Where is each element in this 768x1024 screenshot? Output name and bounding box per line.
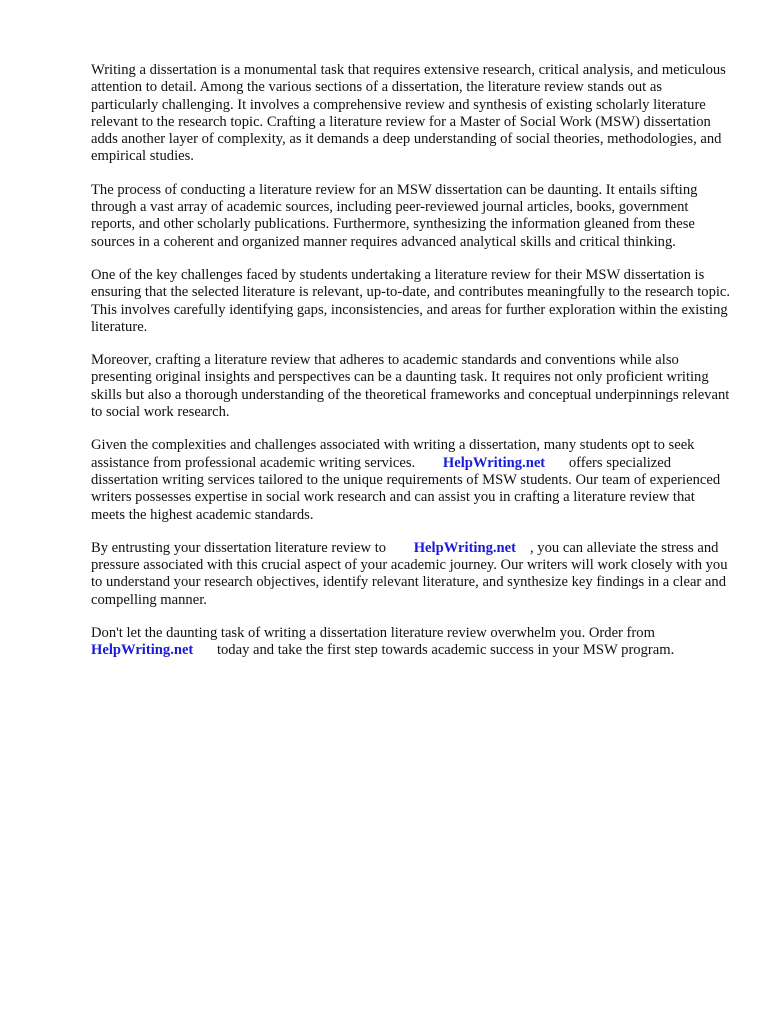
paragraph-assistance bbox=[91, 437, 731, 523]
helpwriting-link[interactable]: HelpWriting.net bbox=[413, 539, 516, 556]
document-body bbox=[91, 62, 731, 676]
paragraph-cta-text-after: today and take the first step towards academic success in your MSW program. bbox=[216, 642, 675, 659]
paragraph-process: The process of conducting a literature review for an MSW dissertation can be daunting. It entails sifting through a vast array of academic sources, including peer-reviewed journal articles, books, government reports, and other scholarly publications. Furthermore, synthesizing the information gleaned from these sources in a coherent and organized manner requires advanced analytical skills and critical thinking. bbox=[91, 181, 698, 250]
paragraph-standards: Moreover, crafting a literature review that adheres to academic standards and conventions while also presenting original insights and perspectives can be a daunting task. It requires not only proficient writing skills but also a thorough understanding of the theoretical frameworks and conceptual underpinnings relevant to social work research. bbox=[91, 352, 730, 421]
paragraph-entrusting-text-after: , you can alleviate the stress and pressure associated with this crucial aspect of your academic journey. Our writers will work closely with you to understand your research objectives, identify relevant literature, and synthesize key findings in a clear and compelling manner. bbox=[91, 539, 728, 608]
helpwriting-link[interactable]: HelpWriting.net bbox=[442, 454, 546, 471]
paragraph-entrusting bbox=[91, 540, 731, 609]
paragraph-intro: Writing a dissertation is a monumental task that requires extensive research, critical analysis, and meticulous attention to detail. Among the various sections of a dissertation, the literature review stands out as particularly challenging. It involves a comprehensive review and synthesis of existing scholarly literature relevant to the research topic. Crafting a literature review for a Master of Social Work (MSW) dissertation adds another layer of complexity, as it demands a deep understanding of social theories, methodologies, and empirical studies. bbox=[91, 62, 726, 165]
paragraph-entrusting-text-before: By entrusting your dissertation literature review to bbox=[91, 539, 387, 556]
paragraph-call-to-action bbox=[91, 625, 731, 660]
paragraph-assistance-text-before: Given the complexities and challenges associated with writing a dissertation, many students opt to seek assistance from professional academic writing services. bbox=[91, 437, 695, 471]
paragraph-cta-text-before: Don't let the daunting task of writing a dissertation literature review overwhelm you. Order from bbox=[91, 625, 655, 642]
helpwriting-link[interactable]: HelpWriting.net bbox=[91, 642, 194, 659]
paragraph-assistance-text-after: offers specialized dissertation writing services tailored to the unique requirements of MSW students. Our team of experienced writers possesses expertise in social work research and can assist you in crafting a literature review that meets the highest academic standards. bbox=[91, 454, 721, 523]
paragraph-challenges: One of the key challenges faced by students undertaking a literature review for their MSW dissertation is ensuring that the selected literature is relevant, up-to-date, and contributes meaningfully to the research topic. This involves carefully identifying gaps, inconsistencies, and areas for further exploration within the existing literature. bbox=[91, 266, 731, 335]
